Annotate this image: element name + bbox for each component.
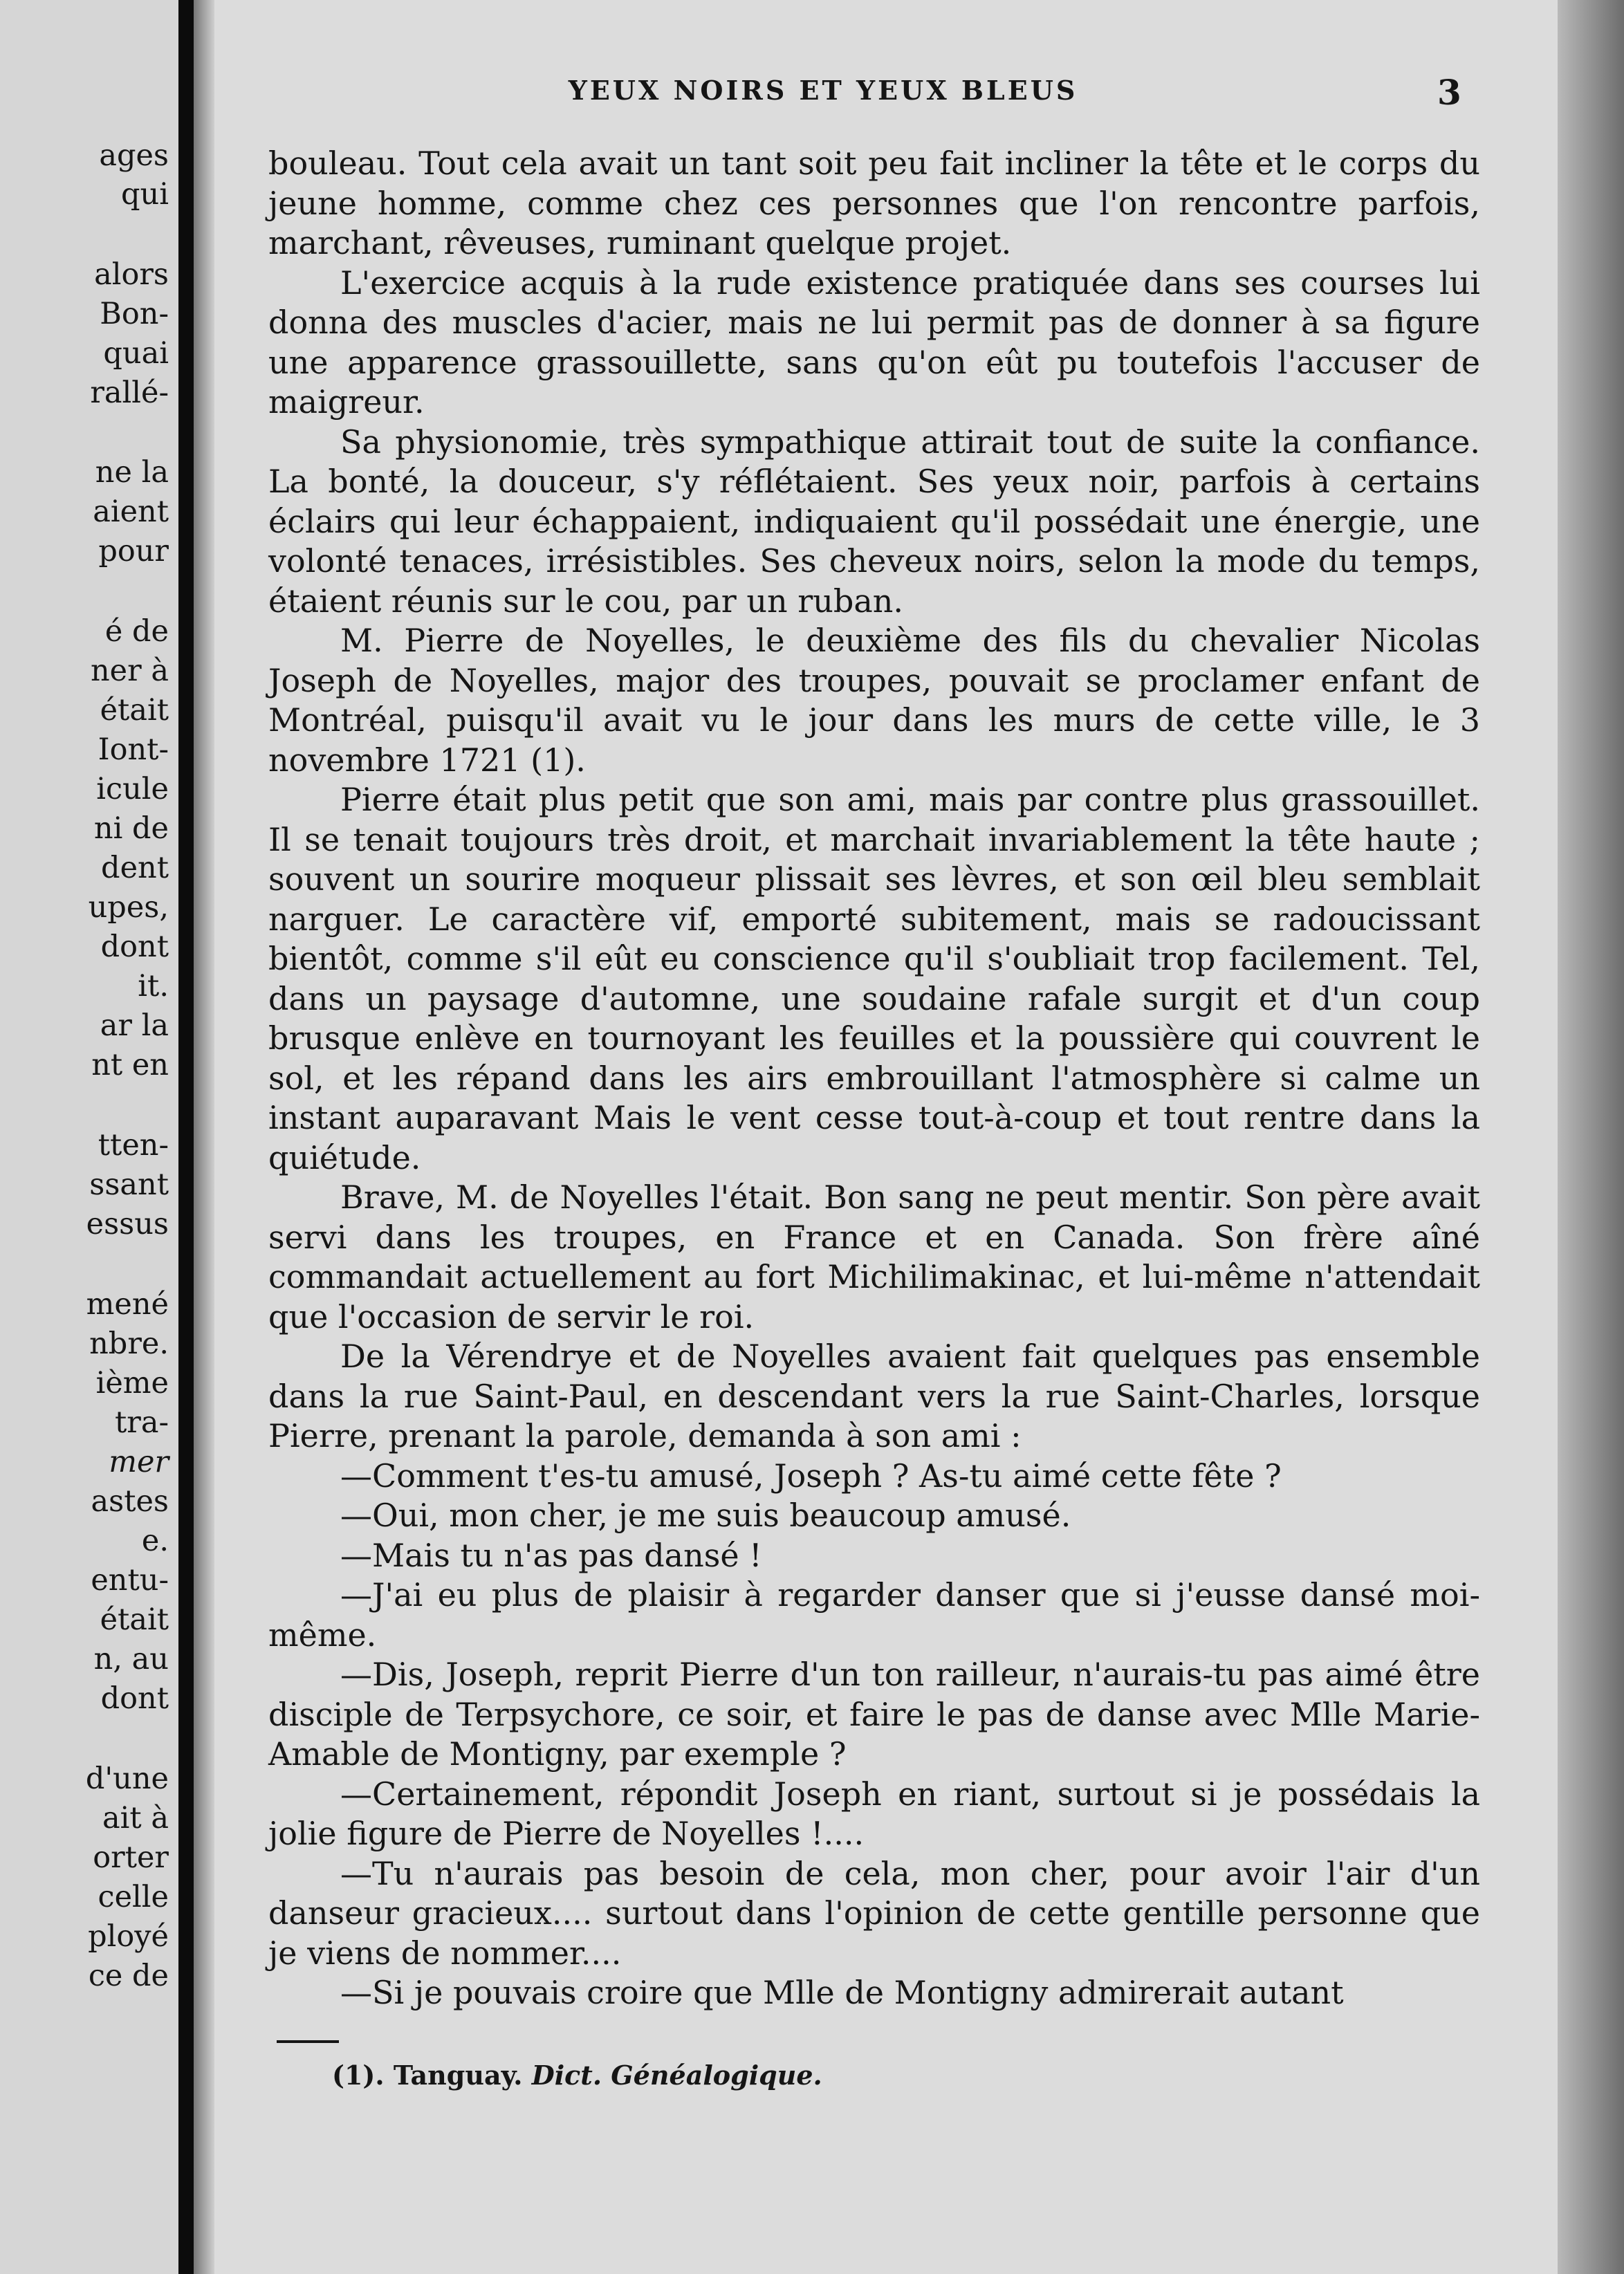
margin-fragment: était xyxy=(100,1602,169,1637)
margin-fragment: Iont- xyxy=(98,732,169,767)
margin-fragment: rallé- xyxy=(90,376,169,410)
margin-fragment: dont xyxy=(100,1681,169,1716)
facing-page-fragment xyxy=(0,0,178,2274)
margin-fragment: pour xyxy=(98,534,169,568)
margin-fragment: orter xyxy=(93,1840,169,1875)
paragraph: Sa physionomie, très sympathique attirait tout de suite la confiance. La bonté, la douceur, s'y réflétaient. Ses yeux noir, parfois à certains éclairs qui leur échappaient, indiquaient qu'il possédait une énergie, une volonté tenaces, irrésistibles. Ses cheveux noirs, selon la mode du temps, étaient réunis sur le cou, par un ruban. xyxy=(268,423,1480,620)
paragraph: L'exercice acquis à la rude existence pratiquée dans ses courses lui donna des muscles d'acier, mais ne lui permit pas de donner à sa figure une apparence grassouillette, sans qu'on eût pu toutefois l'accuser de maigreur. xyxy=(268,264,1480,420)
margin-fragment: était xyxy=(100,693,169,728)
paragraph: De la Vérendrye et de Noyelles avaient fait quelques pas ensemble dans la rue Saint-Paul, en descendant vers la rue Saint-Charles, lorsque Pierre, prenant la parole, demanda à son ami : xyxy=(268,1338,1480,1454)
book-gutter xyxy=(178,0,194,2274)
margin-fragment: ages xyxy=(99,138,169,173)
margin-fragment: astes xyxy=(91,1484,169,1519)
margin-fragment: n, au xyxy=(93,1642,169,1676)
dialogue-line: —Oui, mon cher, je me suis beaucoup amusé. xyxy=(340,1497,1071,1534)
margin-fragment: aient xyxy=(93,494,169,529)
margin-fragment: ième xyxy=(95,1366,169,1401)
footnote-rule xyxy=(277,2040,339,2043)
margin-fragment: quai xyxy=(103,336,169,371)
margin-fragment: celle xyxy=(98,1880,169,1914)
margin-fragment: tten- xyxy=(98,1128,169,1163)
margin-fragment: alors xyxy=(94,257,169,292)
margin-fragment: dont xyxy=(100,930,169,964)
footnote-marker: (1). Tanguay. xyxy=(332,2060,523,2091)
margin-fragment: ce de xyxy=(88,1959,169,1993)
margin-fragment: entu- xyxy=(91,1563,169,1598)
gutter-shadow xyxy=(194,0,214,2274)
margin-fragment: ait à xyxy=(102,1801,169,1836)
margin-fragment: é de xyxy=(104,614,169,649)
margin-fragment: dent xyxy=(101,851,169,885)
paragraph: bouleau. Tout cela avait un tant soit peu fait incliner la tête et le corps du jeune homme, comme chez ces personnes que l'on rencontre parfois, marchant, rêveuses, ruminant quelque projet. xyxy=(268,145,1480,261)
page-edge-shadow xyxy=(1558,0,1624,2274)
footnote xyxy=(332,2060,822,2091)
dialogue-line: —Comment t'es-tu amusé, Joseph ? As-tu aimé cette fête ? xyxy=(340,1457,1282,1495)
paragraph: M. Pierre de Noyelles, le deuxième des fils du chevalier Nicolas Joseph de Noyelles, major des troupes, pouvait se proclamer enfant de Montréal, puisqu'il avait vu le jour dans les murs de cette ville, le 3 novembre 1721 (1). xyxy=(268,622,1480,779)
margin-fragment: icule xyxy=(96,772,169,806)
page-number: 3 xyxy=(1437,72,1461,113)
margin-fragment: upes, xyxy=(88,890,169,925)
body-text xyxy=(268,144,1480,2013)
margin-fragment: nbre. xyxy=(89,1326,169,1361)
margin-fragment: qui xyxy=(121,177,169,212)
margin-fragment: mené xyxy=(86,1287,169,1322)
running-title: YEUX NOIRS ET YEUX BLEUS xyxy=(568,75,1078,106)
dialogue-line: —Dis, Joseph, reprit Pierre d'un ton railleur, n'aurais-tu pas aimé être disciple de Terpsychore, ce soir, et faire le pas de danse avec Mlle Marie-Amable de Montigny, par exemple ? xyxy=(268,1656,1480,1773)
dialogue-line: —Si je pouvais croire que Mlle de Montigny admirerait autant xyxy=(340,1974,1344,2011)
margin-fragment: ni de xyxy=(93,811,169,846)
margin-fragment: nt en xyxy=(91,1048,169,1082)
margin-fragment: mer xyxy=(109,1445,169,1479)
margin-fragment: ne la xyxy=(95,455,169,490)
margin-fragment: Bon- xyxy=(100,297,169,331)
margin-fragment: ployé xyxy=(88,1919,169,1954)
margin-fragment: ssant xyxy=(89,1167,169,1202)
margin-fragment: tra- xyxy=(114,1405,169,1440)
margin-fragment: d'une xyxy=(85,1762,169,1796)
paragraph: Brave, M. de Noyelles l'était. Bon sang ne peut mentir. Son père avait servi dans les troupes, en France et en Canada. Son frère aîné commandait actuellement au fort Michilimakinac, et lui-même n'attendait que l'occasion de servir le roi. xyxy=(268,1178,1480,1335)
paragraph: Pierre était plus petit que son ami, mais par contre plus grassouillet. Il se tenait toujours très droit, et marchait invariablement la tête haute ; souvent un sourire moqueur plissait ses lèvres, et son œil bleu semblait narguer. Le caractère vif, emporté subitement, mais se radoucissant bientôt, comme s'il eût eu conscience qu'il s'oubliait trop facilement. Tel, dans un paysage d'automne, une soudaine rafale surgit et d'un coup brusque enlève en tournoyant les feuilles et la poussière qui couvrent le sol, et les répand dans les airs embrouillant l'atmosphère si calme un instant auparavant Mais le vent cesse tout-à-coup et tout rentre dans la quiétude. xyxy=(268,781,1480,1176)
dialogue-line: —Mais tu n'as pas dansé ! xyxy=(340,1536,762,1574)
margin-fragment: ar la xyxy=(100,1008,169,1043)
margin-fragment: essus xyxy=(86,1207,169,1241)
margin-fragment: ner à xyxy=(90,654,169,688)
dialogue-line: —J'ai eu plus de plaisir à regarder danser que si j'eusse dansé moi-même. xyxy=(268,1576,1480,1654)
margin-fragment: it. xyxy=(138,969,169,1004)
footnote-source: Dict. Généalogique. xyxy=(531,2060,822,2091)
dialogue-line: —Certainement, répondit Joseph en riant, surtout si je possédais la jolie figure de Pierre de Noyelles !.... xyxy=(268,1775,1480,1852)
dialogue-line: —Tu n'aurais pas besoin de cela, mon cher, pour avoir l'air d'un danseur gracieux.... surtout dans l'opinion de cette gentille personne que je viens de nommer.... xyxy=(268,1854,1480,1972)
margin-fragment: e. xyxy=(141,1524,169,1558)
